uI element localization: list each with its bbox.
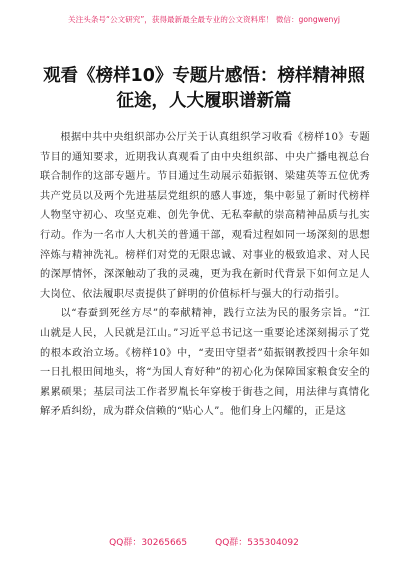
document-body (40, 128, 370, 422)
document-title: 观看《榜样10》专题片感悟：榜样精神照征途，人大履职谱新篇 (43, 66, 365, 111)
qq-group-1: QQ群：30265665 (109, 538, 188, 548)
footer (0, 535, 408, 548)
promo-banner: 关注头条号“公文研究”，获得最新最全最专业的公文资料库！ 微信：gongwenyj (68, 15, 340, 24)
qq-group-2: QQ群：535304092 (215, 538, 299, 548)
paragraph: 根据中共中央组织部办公厅关于认真组织学习收看《榜样10》专题节目的通知要求，近期我认真观看了由中央组织部、中央广播电视总台联合制作的这部专题片。节目通过生动展示茹振钢、梁建英等五位优秀共产党员以及两个先进基层党组织的感人事迹，集中彰显了新时代榜样人物坚守初心、攻坚克难、创先争优、无私奉献的崇高精神品质与扎实行动。作为一名市人大机关的普通干部，观看过程如同一场深刻的思想淬炼与精神洗礼。榜样们对党的无限忠诚、对事业的极致追求、对人民的深厚情怀，深深触动了我的灵魂，更为我在新时代背景下如何立足人大岗位、依法履职尽责提供了鲜明的价值标杆与强大的行动指引。 (40, 132, 370, 300)
paragraph: 以“春蚕到死丝方尽”的奉献精神，践行立法为民的服务宗旨。“江山就是人民，人民就是江山。”习近平总书记这一重要论述深刻揭示了党的根本政治立场。《榜样10》中，“麦田守望者”茹振钢教授四十余年如一日扎根田间地头，将“为国人育好种”的初心化为保障国家粮食安全的累累硕果；基层司法工作者罗胤长年穿梭于街巷之间，用法律与真情化解矛盾纠纷，成为群众信赖的“贴心人”。他们身上闪耀的，正是这 (40, 308, 370, 418)
